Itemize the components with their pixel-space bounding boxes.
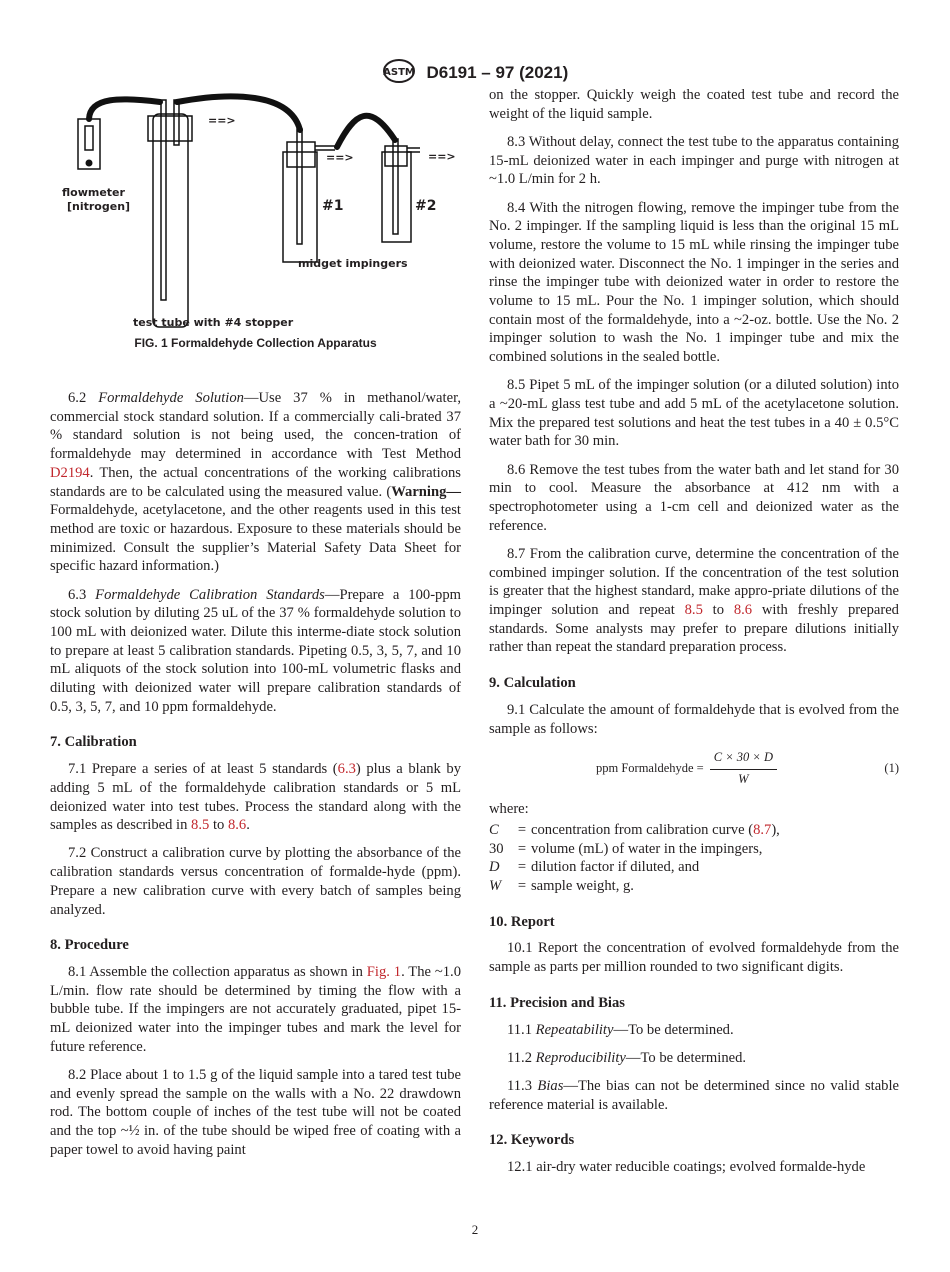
paragraph [50,586,461,717]
text-run: —Prepare a 100-ppm stock solution by diluting 25 uL of the 37 % formaldehyde solution to 100 mL with deionized water. Dilute this interme-diate stock solution to prepare at least 5 calibration standards. Pipeting 0.5, 3, 5, 7, and 10 mL aliquots of the stock solution into 100-mL volumetric flasks and diluting with deionized water will prepare calibration standards of 0.5, 3, 5, 7, and 10 ppm formaldehyde. [50,586,462,715]
flow-arrow: ==> [326,151,354,164]
text-run: —The bias can not be determined since no valid stable reference material is available. [489,1077,899,1113]
impinger-2-label: #2 [415,198,437,214]
definition-text [531,821,780,840]
text-run: —To be determined. [613,1021,734,1038]
text-run: 8.4 With the nitrogen flowing, remove the impinger tube from the No. 2 impinger. If the sampling liquid is less than the original 15 mL volume, restore the volume to 15 mL while rinsing the impinger tube with deionized water. Disconnect the No. 1 impinger in the series and rinse the impinger tube with deionized water in order to restore the volume to 15 mL. Pour the No. 1 impinger solution, which should contain most of the formaldehyde, into a ~2-oz. bottle. Use the No. 2 impinger solution to wash the No. 1 impinger tube and mix the combined solutions in the sealed bottle. [489,199,899,366]
page-number: 2 [471,1222,479,1237]
page-header [0,58,950,89]
text-run: 9.1 Calculate the amount of formaldehyde that is evolved from the sample as follows: [489,701,899,737]
paragraph [50,963,461,1057]
equals: = [517,821,527,838]
figure-caption: FIG. 1 Formaldehyde Collection Apparatus [134,336,377,350]
text-run: 10. Report [489,913,555,930]
paragraph [489,1049,899,1068]
section-heading [489,1131,899,1150]
paragraph [489,1021,899,1040]
symbol: C [489,821,499,838]
section-heading [489,994,899,1013]
text-run: Bias [537,1077,564,1094]
paragraph [50,1066,461,1160]
equals: = [517,859,527,876]
flowmeter-label: flowmeter [62,186,125,199]
text-run: —Use 37 % in methanol/water, commercial stock standard solution. If a commercially cali-brated 37 % standard solution is not being used, the concen-tration of formaldehyde may determined in accordance with Test Method [50,390,461,463]
text-run: ) plus a blank by adding 5 mL of the formaldehyde calibration standards or 5 mL deionized water into test tubes. Process the standard along with the samples as described in [50,761,461,834]
flow-arrow: ==> [208,114,236,127]
paragraph [489,1158,899,1177]
text-run: 11.3 [507,1077,538,1094]
text-run: 11.1 [507,1021,536,1038]
text-run: . [246,817,250,834]
equation-numerator: C × 30 × D [710,748,777,770]
text-run: with freshly prepared standards. Some analysts may prefer to prepare dilutions initially rather than repeat the standard preparation process. [489,602,899,656]
text-run: Warning— [391,483,461,500]
cross-reference-link[interactable]: 8.5 [684,602,703,619]
text-run: 9. Calculation [489,675,576,692]
astm-logo [382,58,416,89]
definition-text: volume (mL) of water in the impingers, [531,840,763,857]
document-designation: D6191 – 97 (2021) [426,62,569,82]
text-run: 8.2 Place about 1 to 1.5 g of the liquid sample into a tared test tube and evenly spread the sample on the walls with a No. 22 drawdown rod. The bottom couple of inches of the test tube will not be coated and the top ~½ in. of the tube should be wiped free of coating with a paper towel to avoid having paint [50,1067,461,1158]
equation-fraction [710,748,777,788]
paragraph [50,389,461,576]
cross-reference-link[interactable]: 8.6 [733,602,753,619]
impinger-1-label: #1 [322,198,344,214]
text-run: 8.7 From the calibration curve, determine the concentration of the combined impinger solution. If the concentration of the test solution is greater that the highest standard, make appro-priate dilutions of the impinger solution and repeat [489,545,899,619]
definition-row [489,858,899,877]
paragraph [489,545,899,657]
text-run: Formaldehyde Solution [98,390,244,406]
text-run: on the stopper. Quickly weigh the coated test tube and record the weight of the liquid sample. [489,87,899,122]
cross-reference-link[interactable]: 6.3 [337,761,356,778]
symbol: W [489,878,502,895]
text-run: Repeatability [535,1021,614,1038]
symbol: D [489,859,500,876]
paragraph [489,86,899,123]
cross-reference-link[interactable]: 8.6 [227,817,247,834]
variable-definitions [489,821,899,896]
text-run: —To be determined. [625,1049,747,1066]
nitrogen-label: [nitrogen] [67,200,131,213]
paragraph [489,701,899,738]
cross-reference-link[interactable]: D2194 [50,464,90,481]
paragraph [489,461,899,536]
section-heading [489,674,899,693]
test-tube-label: test tube with #4 stopper [133,316,294,329]
definition-text: dilution factor if diluted, and [531,859,700,876]
text-run: 7.2 Construct a calibration curve by plotting the absorbance of the calibration standards versus concentration of formalde-hyde (ppm). Prepare a new calibration curve with every batch of samples being analyzed. [50,845,461,918]
text-run: 12.1 air-dry water reducible coatings; evolved formalde-hyde [507,1159,866,1176]
text-run: 11.2 [507,1049,536,1066]
flow-arrow: ==> [428,150,456,163]
paragraph [489,939,899,976]
paragraph [50,844,461,919]
cross-reference-link[interactable]: Fig. 1 [366,963,402,980]
text-run: . The ~1.0 L/min. flow rate should be determined by timing the flow with a bubble tube. If the impingers are not accurately graduated, pipet 15-mL deionized water into the impinger tubes and mark the level for future reference. [50,963,461,1055]
equation-denominator: W [738,771,749,786]
section-heading [50,733,461,752]
definition-row [489,821,899,840]
section-heading [489,913,899,932]
equation-lhs: ppm Formaldehyde = [596,760,704,775]
text-run: 8. Procedure [50,937,129,954]
right-column [489,86,899,1186]
section-link[interactable]: 8.7 [753,821,772,838]
equation-number: (1) [884,760,899,775]
text-run: Reproducibility [535,1049,626,1066]
svg-text:ASTM: ASTM [382,67,415,78]
cross-reference-link[interactable]: 8.5 [191,817,210,834]
paragraph [489,133,899,189]
text-run: 6.3 [68,586,96,603]
paragraph [489,1077,899,1114]
definition-row [489,877,899,896]
text-run: 8.6 Remove the test tubes from the water bath and let stand for 30 min to cool. Measure the absorbance at 412 nm with a spectrophotometer using a 1-cm cell and deionized water as the reference. [489,461,899,534]
equation-1 [489,748,899,788]
text-run: Formaldehyde Calibration Standards [95,586,325,603]
text: concentration from calibration curve ( [531,821,754,838]
text-run: 7. Calibration [50,734,137,751]
paragraph [489,376,899,451]
equals: = [517,840,527,857]
text: ), [771,821,780,838]
section-heading [50,936,461,955]
where-label: where: [489,801,529,818]
text-run: Formaldehyde, acetylacetone, and the other reagents used in this test method are toxic or hazardous. Exposure to these materials should be minimized. Consult the supplier’s Material Safety Data Sheet for specific hazard information.) [50,502,461,575]
paragraph [50,760,461,835]
text-run: 10.1 Report the concentration of evolved formaldehyde from the sample as parts per million rounded to two significant digits. [489,940,899,976]
symbol: 30 [489,840,504,857]
text-run: 8.3 Without delay, connect the test tube to the apparatus containing 15-mL deionized water in each impinger and purge with nitrogen at ~1.0 L/min for 2 h. [489,133,899,188]
definition-row [489,840,899,859]
text-run: to [209,817,228,834]
text-run: to [702,602,734,619]
left-column [50,389,461,1169]
text-run: 8.5 Pipet 5 mL of the impinger solution (or a diluted solution) into a ~20-mL glass test tube and add 5 mL of the acetylacetone solution. Mix the prepared test solutions and heat the test tubes in a 40 ± 0.5°C water bath for 30 min. [489,377,899,450]
text-run: 8.1 Assemble the collection apparatus as shown in [68,963,367,980]
equals: = [517,878,527,895]
paragraph [489,199,899,367]
text-run: 12. Keywords [489,1132,575,1149]
text-run: 6.2 [68,390,99,406]
text-run: 11. Precision and Bias [489,994,625,1011]
text-run: 7.1 Prepare a series of at least 5 standards ( [68,761,338,778]
text-run: . Then, the actual concentrations of the working calibrations standards are to be calculated using the measured value. ( [50,464,461,500]
definition-text: sample weight, g. [531,878,634,895]
impingers-label: midget impingers [298,257,408,270]
